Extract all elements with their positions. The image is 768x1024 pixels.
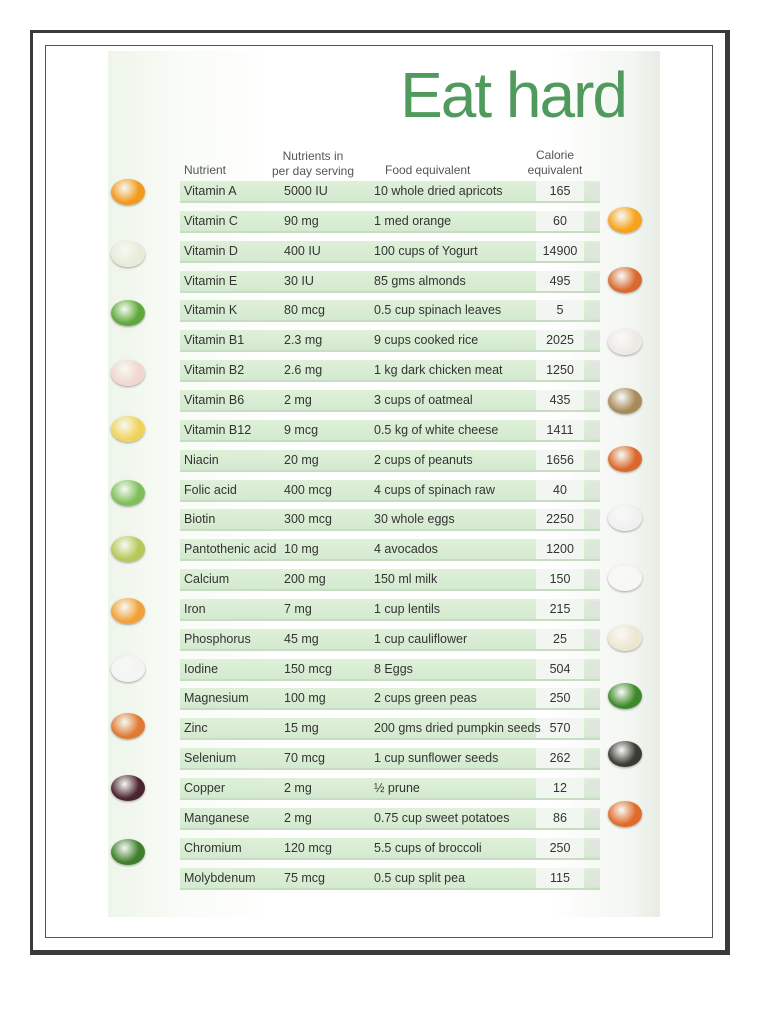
lentils-icon xyxy=(108,596,148,626)
table-row xyxy=(180,241,600,261)
daily-serving: 2 mg xyxy=(284,781,312,795)
row-end-marker xyxy=(588,720,600,736)
food-equivalent: 2 cups of peanuts xyxy=(374,452,473,467)
nutrient-name: Selenium xyxy=(184,751,237,766)
cauliflower-icon xyxy=(605,623,645,653)
nutrient-name: Pantothenic acid xyxy=(184,542,277,557)
table-row xyxy=(180,450,600,470)
calorie-equivalent: 1250 xyxy=(546,363,574,378)
daily-serving: 15 mg xyxy=(284,721,319,736)
eggs-bowl-icon xyxy=(605,503,645,533)
nutrient-name: Chromium xyxy=(184,840,242,855)
nutrient-name: Iron xyxy=(184,601,206,616)
daily-serving: 2.6 mg xyxy=(284,363,323,378)
daily-serving: 150 mcg xyxy=(284,661,332,676)
food-equivalent: 5.5 cups of broccoli xyxy=(374,840,482,855)
food-equivalent: 8 Eggs xyxy=(374,661,413,676)
row-end-marker xyxy=(588,243,600,259)
green-beans-icon xyxy=(108,478,148,508)
food-equivalent: 4 cups of spinach raw xyxy=(374,482,495,497)
row-end-marker xyxy=(588,273,600,289)
broccoli-icon xyxy=(108,837,148,867)
calorie-equivalent: 86 xyxy=(553,810,567,825)
table-row xyxy=(180,599,600,619)
nutrient-name: Magnesium xyxy=(184,691,249,706)
nutrient-name: Phosphorus xyxy=(184,631,251,646)
header-nutrient: Nutrient xyxy=(184,163,227,177)
nutrient-name: Copper xyxy=(184,781,225,795)
food-equivalent: 30 whole eggs xyxy=(374,512,455,527)
almonds-icon xyxy=(605,265,645,295)
table-row xyxy=(180,629,600,649)
daily-serving: 80 mcg xyxy=(284,303,325,318)
daily-serving: 75 mcg xyxy=(284,870,325,885)
eggs-icon xyxy=(108,654,148,684)
table-row xyxy=(180,659,600,679)
food-equivalent: 100 cups of Yogurt xyxy=(374,243,478,258)
nutrient-name: Vitamin B12 xyxy=(184,422,252,437)
table-row xyxy=(180,300,600,320)
calorie-equivalent: 215 xyxy=(549,601,571,616)
row-end-marker xyxy=(588,631,600,647)
oatmeal-icon xyxy=(605,386,645,416)
food-equivalent: 0.5 cup spinach leaves xyxy=(374,303,502,318)
food-equivalent: 0.5 kg of white cheese xyxy=(374,422,499,437)
calorie-equivalent: 1200 xyxy=(546,542,574,557)
milk-icon xyxy=(605,563,645,593)
table-row xyxy=(180,868,600,888)
daily-serving: 70 mcg xyxy=(284,751,325,766)
nutrient-name: Zinc xyxy=(184,721,208,736)
table-row xyxy=(180,211,600,231)
daily-serving: 2.3 mg xyxy=(284,333,323,348)
nutrient-name: Manganese xyxy=(184,810,250,825)
peanuts-icon xyxy=(605,444,645,474)
sweet-potato-icon xyxy=(605,799,645,829)
calorie-equivalent: 435 xyxy=(549,392,571,407)
nutrient-name: Molybdenum xyxy=(184,870,256,885)
row-end-marker xyxy=(588,422,600,438)
row-end-marker xyxy=(588,780,600,796)
daily-serving: 7 mg xyxy=(284,601,312,616)
daily-serving: 10 mg xyxy=(284,542,319,557)
calorie-equivalent: 12 xyxy=(553,781,567,795)
apricot-icon xyxy=(108,177,148,207)
food-equivalent: 10 whole dried apricots xyxy=(374,184,503,198)
nutrient-name: Vitamin E xyxy=(184,273,238,288)
daily-serving: 400 mcg xyxy=(284,482,332,497)
calorie-equivalent: 2025 xyxy=(546,333,574,348)
food-equivalent: 4 avocados xyxy=(374,542,438,557)
table-row xyxy=(180,420,600,440)
daily-serving: 30 IU xyxy=(284,273,314,288)
row-end-marker xyxy=(588,690,600,706)
food-equivalent: 1 kg dark chicken meat xyxy=(374,363,503,378)
row-end-marker xyxy=(588,183,600,199)
daily-serving: 20 mg xyxy=(284,452,319,467)
nutrient-name: Vitamin A xyxy=(184,184,237,198)
daily-serving: 120 mcg xyxy=(284,840,332,855)
food-equivalent: 2 cups green peas xyxy=(374,691,477,706)
rice-icon xyxy=(605,327,645,357)
cheese-icon xyxy=(108,414,148,444)
table-row xyxy=(180,480,600,500)
calorie-equivalent: 40 xyxy=(553,482,567,497)
row-end-marker xyxy=(588,870,600,886)
food-equivalent: 0.5 cup split pea xyxy=(374,870,466,885)
daily-serving: 200 mg xyxy=(284,572,326,587)
document-inner-frame xyxy=(45,45,713,938)
row-end-marker xyxy=(588,750,600,766)
row-end-marker xyxy=(588,810,600,826)
row-end-marker xyxy=(588,541,600,557)
food-equivalent: 1 cup lentils xyxy=(374,601,441,616)
calorie-equivalent: 570 xyxy=(549,721,571,736)
calorie-equivalent: 262 xyxy=(549,751,571,766)
calorie-equivalent: 150 xyxy=(549,572,571,587)
sunflower-seeds-icon xyxy=(605,739,645,769)
table-row xyxy=(180,569,600,589)
row-end-marker xyxy=(588,452,600,468)
daily-serving: 90 mg xyxy=(284,213,319,228)
row-end-marker xyxy=(588,392,600,408)
nutrient-name: Calcium xyxy=(184,572,230,587)
calorie-equivalent: 165 xyxy=(549,184,571,198)
row-end-marker xyxy=(588,213,600,229)
calorie-equivalent: 2250 xyxy=(546,512,574,527)
nutrient-name: Folic acid xyxy=(184,482,237,497)
header-food: Food equivalent xyxy=(385,163,471,177)
nutrient-name: Niacin xyxy=(184,452,219,467)
row-end-marker xyxy=(588,302,600,318)
avocado-icon xyxy=(108,534,148,564)
nutrient-name: Vitamin B1 xyxy=(184,333,245,348)
food-equivalent: 3 cups of oatmeal xyxy=(374,392,473,407)
table-row xyxy=(180,360,600,380)
calorie-equivalent: 250 xyxy=(549,691,571,706)
table-row xyxy=(180,688,600,708)
table-row xyxy=(180,509,600,529)
chicken-icon xyxy=(108,358,148,388)
table-row xyxy=(180,181,600,201)
daily-serving: 400 IU xyxy=(284,243,321,258)
daily-serving: 9 mcg xyxy=(284,422,319,437)
calorie-equivalent: 14900 xyxy=(542,243,578,258)
yogurt-icon xyxy=(108,239,148,269)
food-equivalent: 1 med orange xyxy=(374,213,452,228)
table-row xyxy=(180,808,600,828)
calorie-equivalent: 504 xyxy=(549,661,571,676)
food-equivalent: 0.75 cup sweet potatoes xyxy=(374,810,510,825)
row-end-marker xyxy=(588,661,600,677)
table-row xyxy=(180,271,600,291)
table-row xyxy=(180,838,600,858)
calorie-equivalent: 1656 xyxy=(546,452,574,467)
table-row xyxy=(180,330,600,350)
food-equivalent: 85 gms almonds xyxy=(374,273,466,288)
daily-serving: 5000 IU xyxy=(284,184,328,198)
daily-serving: 100 mg xyxy=(284,691,326,706)
row-end-marker xyxy=(588,482,600,498)
row-end-marker xyxy=(588,511,600,527)
header-calories: Calorie equivalent xyxy=(527,148,583,177)
page-title: Eat hard xyxy=(400,59,626,131)
nutrient-name: Biotin xyxy=(184,512,216,527)
nutrient-name: Vitamin K xyxy=(184,303,238,318)
calorie-equivalent: 495 xyxy=(549,273,571,288)
table-row xyxy=(180,539,600,559)
orange-icon xyxy=(605,205,645,235)
nutrient-name: Vitamin B2 xyxy=(184,363,245,378)
calorie-equivalent: 115 xyxy=(550,870,570,885)
food-equivalent: 1 cup cauliflower xyxy=(374,631,468,646)
daily-serving: 45 mg xyxy=(284,631,319,646)
table-row xyxy=(180,748,600,768)
row-end-marker xyxy=(588,601,600,617)
pumpkin-icon xyxy=(108,711,148,741)
calorie-equivalent: 1411 xyxy=(546,422,574,437)
spinach-icon xyxy=(108,298,148,328)
table-row xyxy=(180,390,600,410)
prune-icon xyxy=(108,773,148,803)
daily-serving: 2 mg xyxy=(284,810,312,825)
row-end-marker xyxy=(588,362,600,378)
nutrient-name: Iodine xyxy=(184,661,219,676)
food-equivalent: ½ prune xyxy=(374,781,420,795)
food-equivalent: 150 ml milk xyxy=(374,572,438,587)
food-equivalent: 9 cups cooked rice xyxy=(374,333,479,348)
table-row xyxy=(180,718,600,738)
food-equivalent: 1 cup sunflower seeds xyxy=(374,751,499,766)
food-equivalent: 200 gms dried pumpkin seeds xyxy=(374,721,541,736)
daily-serving: 2 mg xyxy=(284,392,312,407)
document-frame xyxy=(30,30,730,955)
calorie-equivalent: 25 xyxy=(553,631,567,646)
row-end-marker xyxy=(588,571,600,587)
row-end-marker xyxy=(588,332,600,348)
nutrient-name: Vitamin C xyxy=(184,213,238,228)
nutrient-name: Vitamin B6 xyxy=(184,392,245,407)
calorie-equivalent: 60 xyxy=(553,213,567,228)
table-row xyxy=(180,778,600,798)
calorie-equivalent: 250 xyxy=(549,840,571,855)
header-serving: Nutrients in per day serving xyxy=(271,149,355,178)
row-end-marker xyxy=(588,840,600,856)
peas-icon xyxy=(605,681,645,711)
page xyxy=(108,51,660,917)
daily-serving: 300 mcg xyxy=(284,512,332,527)
calorie-equivalent: 5 xyxy=(556,303,564,318)
nutrient-name: Vitamin D xyxy=(184,243,238,258)
